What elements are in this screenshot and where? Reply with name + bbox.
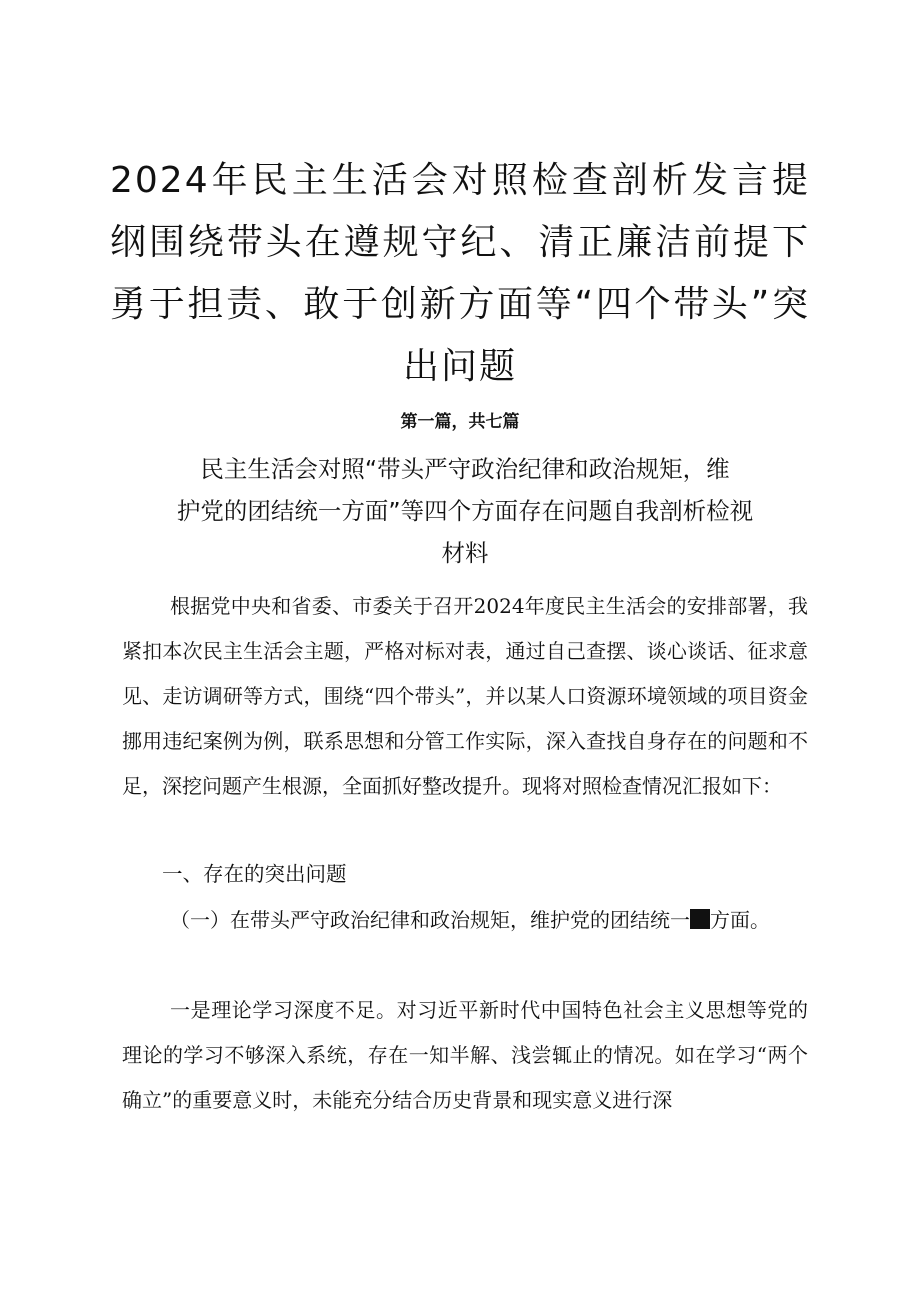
document-count-label: 第一篇，共七篇 — [400, 412, 520, 432]
subsection-heading-text: （一）在带头严守政治纪律和政治规矩，维护党的团结统一 — [170, 908, 690, 932]
sub-title-line-2: 护党的团结统一方面”等四个方面存在问题自我剖析检视 — [176, 497, 754, 525]
section-heading: 一、存在的突出问题 — [162, 862, 347, 886]
main-title: 2024年民主生活会对照检查剖析发言提纲围绕带头在遵规守纪、清正廉洁前提下勇于担责、敢于创新方面等“四个带头”突出问题 — [110, 160, 810, 387]
subsection-heading — [122, 898, 808, 943]
sub-title-line-3: 材料 — [441, 539, 489, 567]
subsection-heading-tail: 方面。 — [710, 908, 770, 932]
redaction-block — [690, 909, 710, 929]
sub-title-line-1: 民主生活会对照“带头严守政治纪律和政治规矩，维 — [200, 455, 730, 483]
intro-paragraph: 根据党中央和省委、市委关于召开2024年度民主生活会的安排部署，我紧扣本次民主生活会主题，严格对标对表，通过自己查摆、谈心谈话、征求意见、走访调研等方式，围绕“四个带头”，并以某人口资源环境领域的项目资金挪用违纪案例为例，联系思想和分管工作实际，深入查找自身存在的问题和不足，深挖问题产生根源，全面抓好整改提升。现将对照检查情况汇报如下： — [122, 594, 808, 798]
item-paragraph: 一是理论学习深度不足。对习近平新时代中国特色社会主义思想等党的理论的学习不够深入系统，存在一知半解、浅尝辄止的情况。如在学习“两个确立”的重要意义时，未能充分结合历史背景和现实意义进行深 — [122, 998, 808, 1112]
sub-title — [170, 448, 760, 574]
